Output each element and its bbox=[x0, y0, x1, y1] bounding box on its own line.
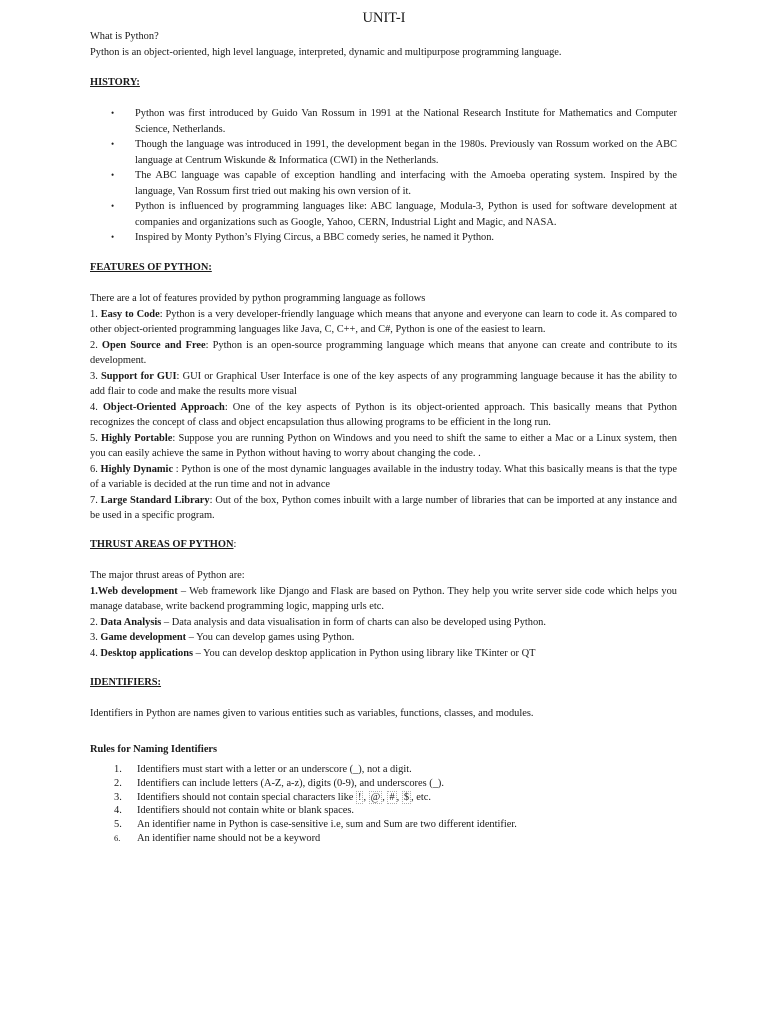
thrust-number: 4. bbox=[90, 647, 98, 659]
thrust-section bbox=[90, 568, 677, 661]
special-char: # bbox=[389, 791, 395, 803]
feature-name: Open Source and Free bbox=[97, 339, 206, 351]
thrust-name: Game development bbox=[97, 632, 187, 643]
feature-item bbox=[90, 462, 677, 493]
thrust-heading-colon: : bbox=[233, 539, 237, 550]
history-item-text: Inspired by Monty Python’s Flying Circus, a BBC comedy series, he named it Python. bbox=[135, 232, 495, 243]
rule-number: 6. bbox=[114, 832, 121, 843]
feature-text: : Python is an open-source programming language which means that anyone can create and contribute to its development. bbox=[90, 339, 677, 366]
intro-answer: Python is an object-oriented, high level language, interpreted, dynamic and multipurpose programming language. bbox=[90, 46, 562, 58]
rule-text: Identifiers should not contain special characters like bbox=[137, 791, 356, 803]
rules-heading: Rules for Naming Identifiers bbox=[90, 744, 218, 755]
bullet-icon: • bbox=[111, 108, 115, 118]
history-item-text: Python was first introduced by Guido Van Rossum in 1991 at the National Research Institute for Mathematics and Computer Science, Netherlands. bbox=[135, 108, 677, 135]
bullet-icon: • bbox=[111, 170, 115, 180]
identifiers-text: Identifiers in Python are names given to various entities such as variables, functions, classes, and modules. bbox=[90, 708, 534, 719]
features-intro: There are a lot of features provided by python programming language as follows bbox=[90, 293, 426, 304]
history-heading: HISTORY: bbox=[90, 77, 140, 88]
rule-number: 1. bbox=[114, 764, 122, 775]
rule-text: Identifiers should not contain white or blank spaces. bbox=[137, 805, 354, 817]
thrust-item bbox=[90, 646, 677, 662]
feature-name: Object-Oriented Approach bbox=[97, 401, 225, 413]
thrust-name: Data Analysis bbox=[97, 616, 162, 628]
thrust-text: – Data analysis and data visualisation in form of charts can also be developed using Python. bbox=[161, 616, 546, 628]
list-item bbox=[90, 199, 677, 230]
thrust-item bbox=[90, 584, 677, 615]
special-char: @ bbox=[370, 791, 381, 803]
thrust-text: – You can develop desktop application in Python using library like TKinter or QT bbox=[193, 647, 536, 659]
special-char: $ bbox=[403, 791, 410, 803]
list-item bbox=[90, 763, 677, 777]
feature-number: 7. bbox=[90, 494, 98, 506]
rule-text: Identifiers must start with a letter or an underscore (_), not a digit. bbox=[137, 764, 412, 775]
feature-text: : Python is a very developer-friendly language which means that anyone and everyone can learn to code it. As compared to other object-oriented programming languages like Java, C, C++, and C#, Python is one of the easiest to learn. bbox=[90, 308, 678, 335]
feature-text: : Out of the box, Python comes inbuilt with a large number of libraries that can be imported at any instance and be used in a specific program. bbox=[90, 494, 677, 521]
list-item bbox=[90, 168, 677, 199]
feature-item bbox=[90, 338, 677, 369]
history-list bbox=[90, 106, 677, 246]
bullet-icon: • bbox=[111, 139, 115, 149]
intro-question: What is Python? bbox=[90, 31, 159, 42]
rule-text: Identifiers can include letters (A-Z, a-z), digits (0-9), and underscores (_). bbox=[137, 777, 444, 789]
list-item bbox=[90, 230, 677, 246]
feature-number: 5. bbox=[90, 432, 98, 444]
feature-number: 6. bbox=[90, 463, 98, 475]
feature-item bbox=[90, 307, 677, 338]
feature-item bbox=[90, 431, 677, 462]
feature-name: Large Standard Library bbox=[97, 494, 210, 506]
list-item bbox=[90, 804, 677, 818]
feature-item bbox=[90, 369, 677, 400]
feature-name: Support for GUI bbox=[97, 370, 177, 382]
thrust-item bbox=[90, 615, 677, 631]
history-item-text: Though the language was introduced in 1991, the development began in the 1980s. Previously van Rossum worked on the ABC language at Centrum Wiskunde & Informatica (CWI) in the Netherlands. bbox=[135, 139, 677, 166]
identifiers-heading: IDENTIFIERS: bbox=[90, 677, 162, 688]
thrust-heading: THRUST AREAS OF PYTHON bbox=[90, 539, 234, 550]
thrust-number: 2. bbox=[90, 616, 98, 628]
feature-text: : One of the key aspects of Python is its object-oriented approach. This basically means that Python recognizes the concept of class and object encapsulation thus allowing programs to be efficient in the long run. bbox=[90, 401, 677, 428]
feature-name: Highly Dynamic bbox=[97, 463, 174, 475]
list-item bbox=[90, 106, 677, 137]
intro-section bbox=[90, 29, 677, 60]
bullet-icon: • bbox=[111, 232, 115, 242]
thrust-text: – Web framework like Django and Flask are based on Python. They help you write server side code which helps you manage database, write backend programming logic, mapping urls etc. bbox=[90, 585, 677, 612]
page-title: UNIT-I bbox=[362, 10, 406, 26]
rule-number: 2. bbox=[114, 777, 122, 789]
thrust-number: 1. bbox=[90, 585, 98, 597]
feature-number: 3. bbox=[90, 370, 98, 382]
feature-number: 4. bbox=[90, 401, 98, 413]
feature-number: 1. bbox=[90, 308, 98, 320]
history-section bbox=[90, 106, 677, 246]
bullet-icon: • bbox=[111, 201, 115, 211]
thrust-name: Web development bbox=[97, 585, 178, 597]
rule-tail: etc. bbox=[413, 791, 431, 803]
feature-item bbox=[90, 493, 677, 524]
list-item bbox=[90, 777, 677, 791]
rule-number: 5. bbox=[114, 819, 122, 831]
feature-item bbox=[90, 400, 677, 431]
feature-number: 2. bbox=[90, 339, 98, 351]
list-item bbox=[90, 832, 677, 846]
feature-text: : Suppose you are running Python on Windows and you need to shift the same to either a Mac or a Linux system, then you can easily achieve the same in Python without having to worry about changing the code. . bbox=[90, 432, 677, 459]
thrust-intro: The major thrust areas of Python are: bbox=[90, 570, 245, 581]
rules-list bbox=[90, 763, 677, 846]
history-item-text: Python is influenced by programming languages like: ABC language, Modula-3, Python is used for software development at companies and organizations such as Google, Yahoo, CERN, Industrial Light and Magic, and NASA. bbox=[135, 201, 677, 228]
feature-text: : Python is one of the most dynamic languages available in the industry today. What this basically means is that the type of a variable is decided at the run time and not in advance bbox=[90, 463, 677, 490]
thrust-item bbox=[90, 630, 677, 646]
thrust-number: 3. bbox=[90, 632, 98, 643]
rule-text: An identifier name in Python is case-sensitive i.e, sum and Sum are two different identifier. bbox=[137, 819, 517, 831]
history-item-text: The ABC language was capable of exception handling and interfacing with the Amoeba operating system. Inspired by the language, Van Rossum first tried out making his own version of it. bbox=[135, 170, 677, 197]
special-char: ! bbox=[358, 791, 362, 803]
features-section bbox=[90, 291, 677, 524]
feature-text: : GUI or Graphical User Interface is one of the key aspects of any programming language because it has the ability to add flair to code and make the results more visual bbox=[90, 370, 677, 397]
feature-name: Easy to Code bbox=[97, 308, 160, 320]
rule-number: 3. bbox=[114, 791, 122, 803]
thrust-text: – You can develop games using Python. bbox=[186, 632, 355, 643]
list-item bbox=[90, 137, 677, 168]
list-item: 3. Identifiers should not contain special characters like ! , @ , # , $ , etc. bbox=[114, 791, 431, 803]
list-item bbox=[90, 818, 677, 832]
rule-text: An identifier name should not be a keyword bbox=[137, 832, 321, 844]
features-heading: FEATURES OF PYTHON: bbox=[90, 262, 212, 273]
thrust-heading-line bbox=[90, 537, 677, 553]
rules-section bbox=[90, 763, 677, 846]
thrust-name: Desktop applications bbox=[97, 647, 194, 659]
rule-number: 4. bbox=[114, 805, 122, 817]
feature-name: Highly Portable bbox=[97, 432, 173, 444]
